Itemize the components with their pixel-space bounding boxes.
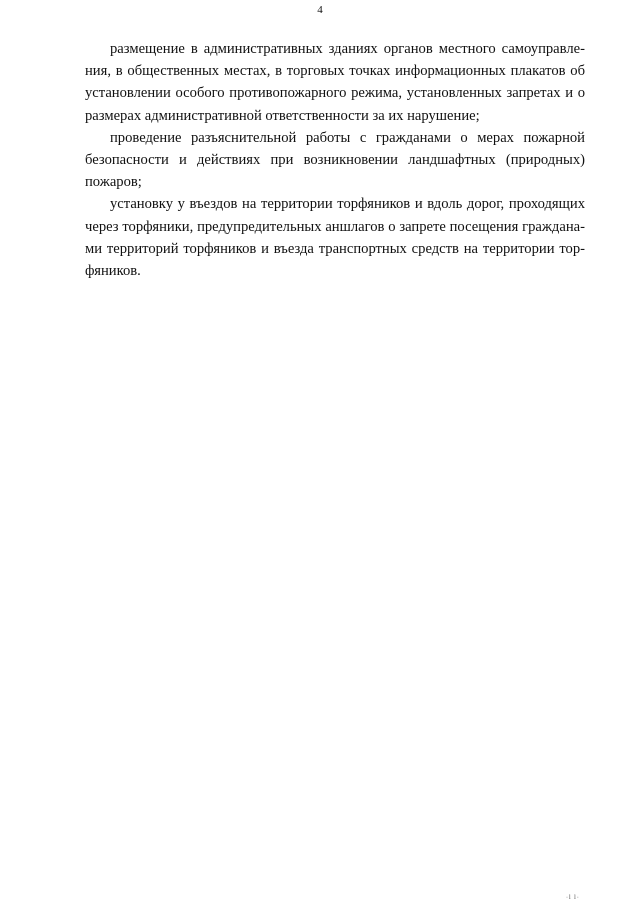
document-body (85, 38, 585, 282)
footer-mark: ·l l· (566, 895, 580, 901)
paragraph-peatland-signs: установку у въездов на территории торфяников и вдоль дорог, проходящих через торфяники, предупредительных аншлагов о запрете посещения гражданами территорий торфяников и въезда транспортных средств на территории торфяников. (85, 196, 585, 280)
page-number: 4 (317, 4, 323, 16)
paragraph-outreach: проведение разъяснительной работы с гражданами о мерах пожарной безопасности и действиях при возникновении ландшафтных (природных) пожаров; (85, 129, 585, 191)
paragraph-posters: размещение в административных зданиях органов местного самоуправления, в общественных местах, в торговых точках информационных плакатов об установлении особого противопожарного режима, установленных запретах и о размерах административной ответственности за их нарушение; (85, 41, 585, 124)
